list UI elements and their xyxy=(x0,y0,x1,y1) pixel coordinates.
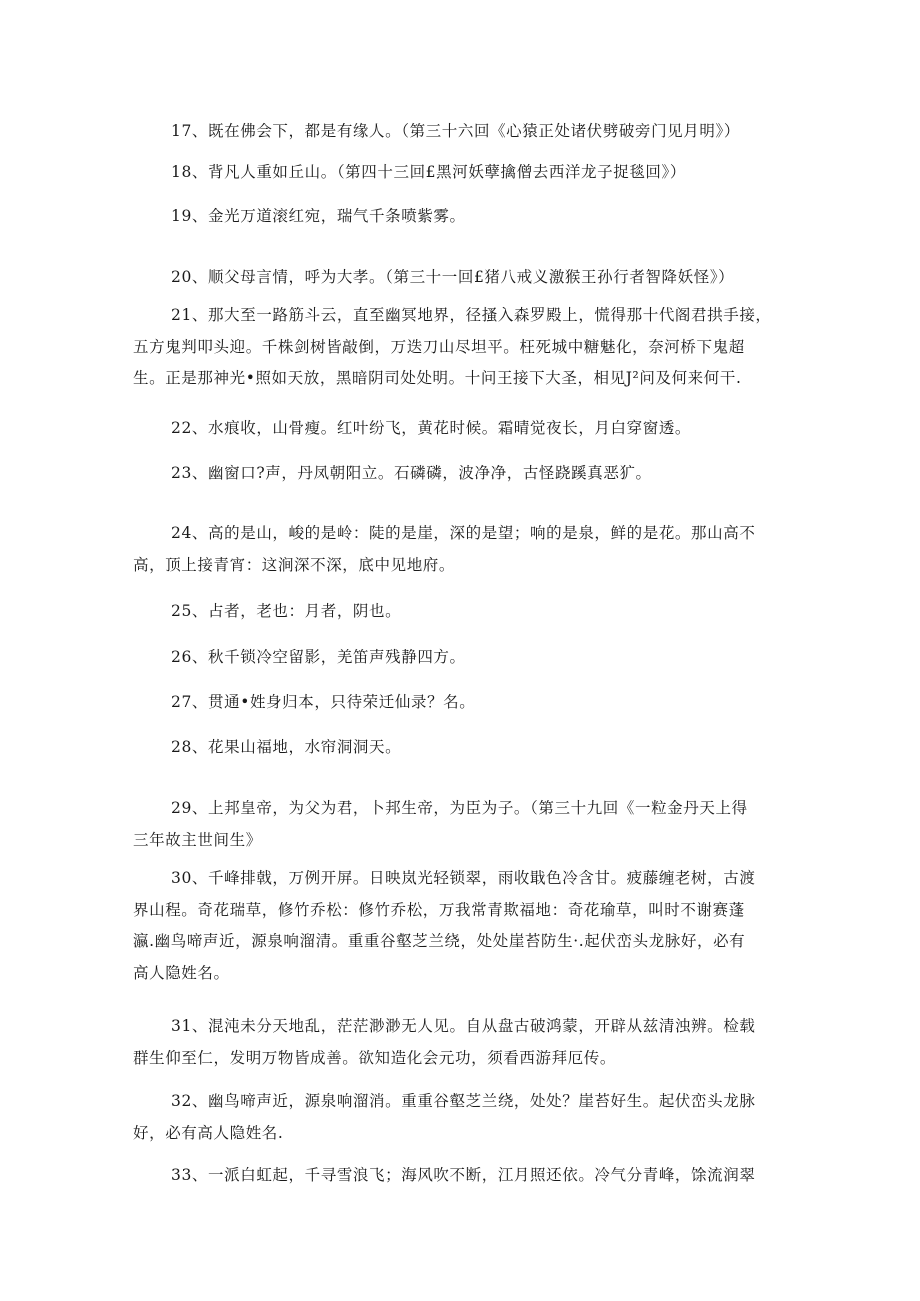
entry-30-line-2: 界山程。奇花瑞草，修竹乔松：修竹乔松，万我常青欺福地：奇花瑜草，叫时不谢赛蓬 xyxy=(133,900,745,919)
entry-21 xyxy=(133,300,783,395)
entry-32-line-2: 好，必有高人隐姓名. xyxy=(133,1123,284,1142)
entry-28: 28、花果山福地，水帘洞洞天。 xyxy=(171,738,402,756)
entry-21-line-3: 生。正是那神光•照如天放，黑暗阴司处处明。十问王接下大圣，相见J²问及何来何干. xyxy=(133,369,742,387)
entry-27: 27、贯通•姓身归本，只待荣迁仙录？名。 xyxy=(171,693,476,711)
entry-33-line-1: 33、一派白虹起，千寻雪浪飞；海风吹不断，江月照还依。冷气分青峰，馀流润翠 xyxy=(171,1166,756,1184)
entry-31 xyxy=(133,1011,783,1074)
entry-17: 17、既在佛会下，都是有缘人。（第三十六回《心猿正处诸伏劈破旁门见月明》） xyxy=(171,122,740,140)
entry-31-line-1: 31、混沌未分天地乱，茫茫渺渺无人见。自从盘古破鸿蒙，开辟从兹清浊辨。检载 xyxy=(171,1017,756,1035)
entry-22: 22、水痕收，山骨瘦。红叶纷飞，黄花时候。霜晴觉夜长，月白穿窗透。 xyxy=(171,419,692,437)
entry-23: 23、幽窗口?声，丹凤朝阳立。石磷磷，波净净，古怪跷蹊真恶犷。 xyxy=(171,464,652,482)
entry-32-line-1: 32、幽鸟啼声近，源泉响溜消。重重谷壑芝兰绕，处处？崖苔好生。起伏峦头龙脉 xyxy=(171,1092,756,1110)
entry-29 xyxy=(133,793,783,856)
entry-26: 26、秋千锁冷空留影，羌笛声残静四方。 xyxy=(171,648,466,666)
entry-31-line-2: 群生仰至仁，发明万物皆成善。欲知造化会元功，须看西游拜厄传。 xyxy=(133,1048,617,1067)
entry-32 xyxy=(133,1086,783,1149)
entry-20: 20、顺父母言情，呼为大孝。（第三十一回£猪八戒义激猴王孙行者智降妖怪》） xyxy=(171,268,735,286)
entry-21-line-1: 21、那大至一路筋斗云，直至幽冥地界，径搔入森罗殿上，慌得那十代阁君拱手接， xyxy=(171,306,772,324)
entry-29-line-2: 三年故主世间生》 xyxy=(133,830,262,849)
entry-21-line-2: 五方鬼判叩头迎。千株剑树皆敲倒，万迭刀山尽坦平。枉死城中糖魅化，奈河桥下鬼超 xyxy=(133,337,745,356)
entry-33 xyxy=(133,1160,783,1192)
entry-19: 19、金光万道滚红宛，瑞气千条喷紫雾。 xyxy=(171,207,466,225)
entry-30 xyxy=(133,863,783,989)
entry-18: 18、背凡人重如丘山。（第四十三回£黑河妖孽擒僧去西洋龙子捉毯回》） xyxy=(171,163,686,181)
entry-24-line-1: 24、高的是山，峻的是岭：陡的是崖，深的是望；响的是泉，鲜的是花。那山高不 xyxy=(171,524,756,542)
entry-25: 25、占者，老也：月者，阴也。 xyxy=(171,602,402,620)
entry-30-line-1: 30、千峰排戟，万例开屏。日映岚光轻锁翠，雨收戢色冷含甘。疲藤缠老树，古渡 xyxy=(171,869,756,887)
entry-24-line-2: 高，顶上接青宵：这涧深不深，底中见地府。 xyxy=(133,555,456,574)
entry-29-line-1: 29、上邦皇帝，为父为君，卜邦生帝，为臣为子。（第三十九回《一粒金丹天上得 xyxy=(171,799,748,817)
entry-30-line-4: 高人隐姓名。 xyxy=(133,963,230,982)
entry-24 xyxy=(133,518,783,581)
entry-30-line-3: 瀛.幽鸟啼声近，源泉响溜清。重重谷壑芝兰绕，处处崖苔防生·.起伏峦头龙脉好，必有 xyxy=(133,932,746,950)
